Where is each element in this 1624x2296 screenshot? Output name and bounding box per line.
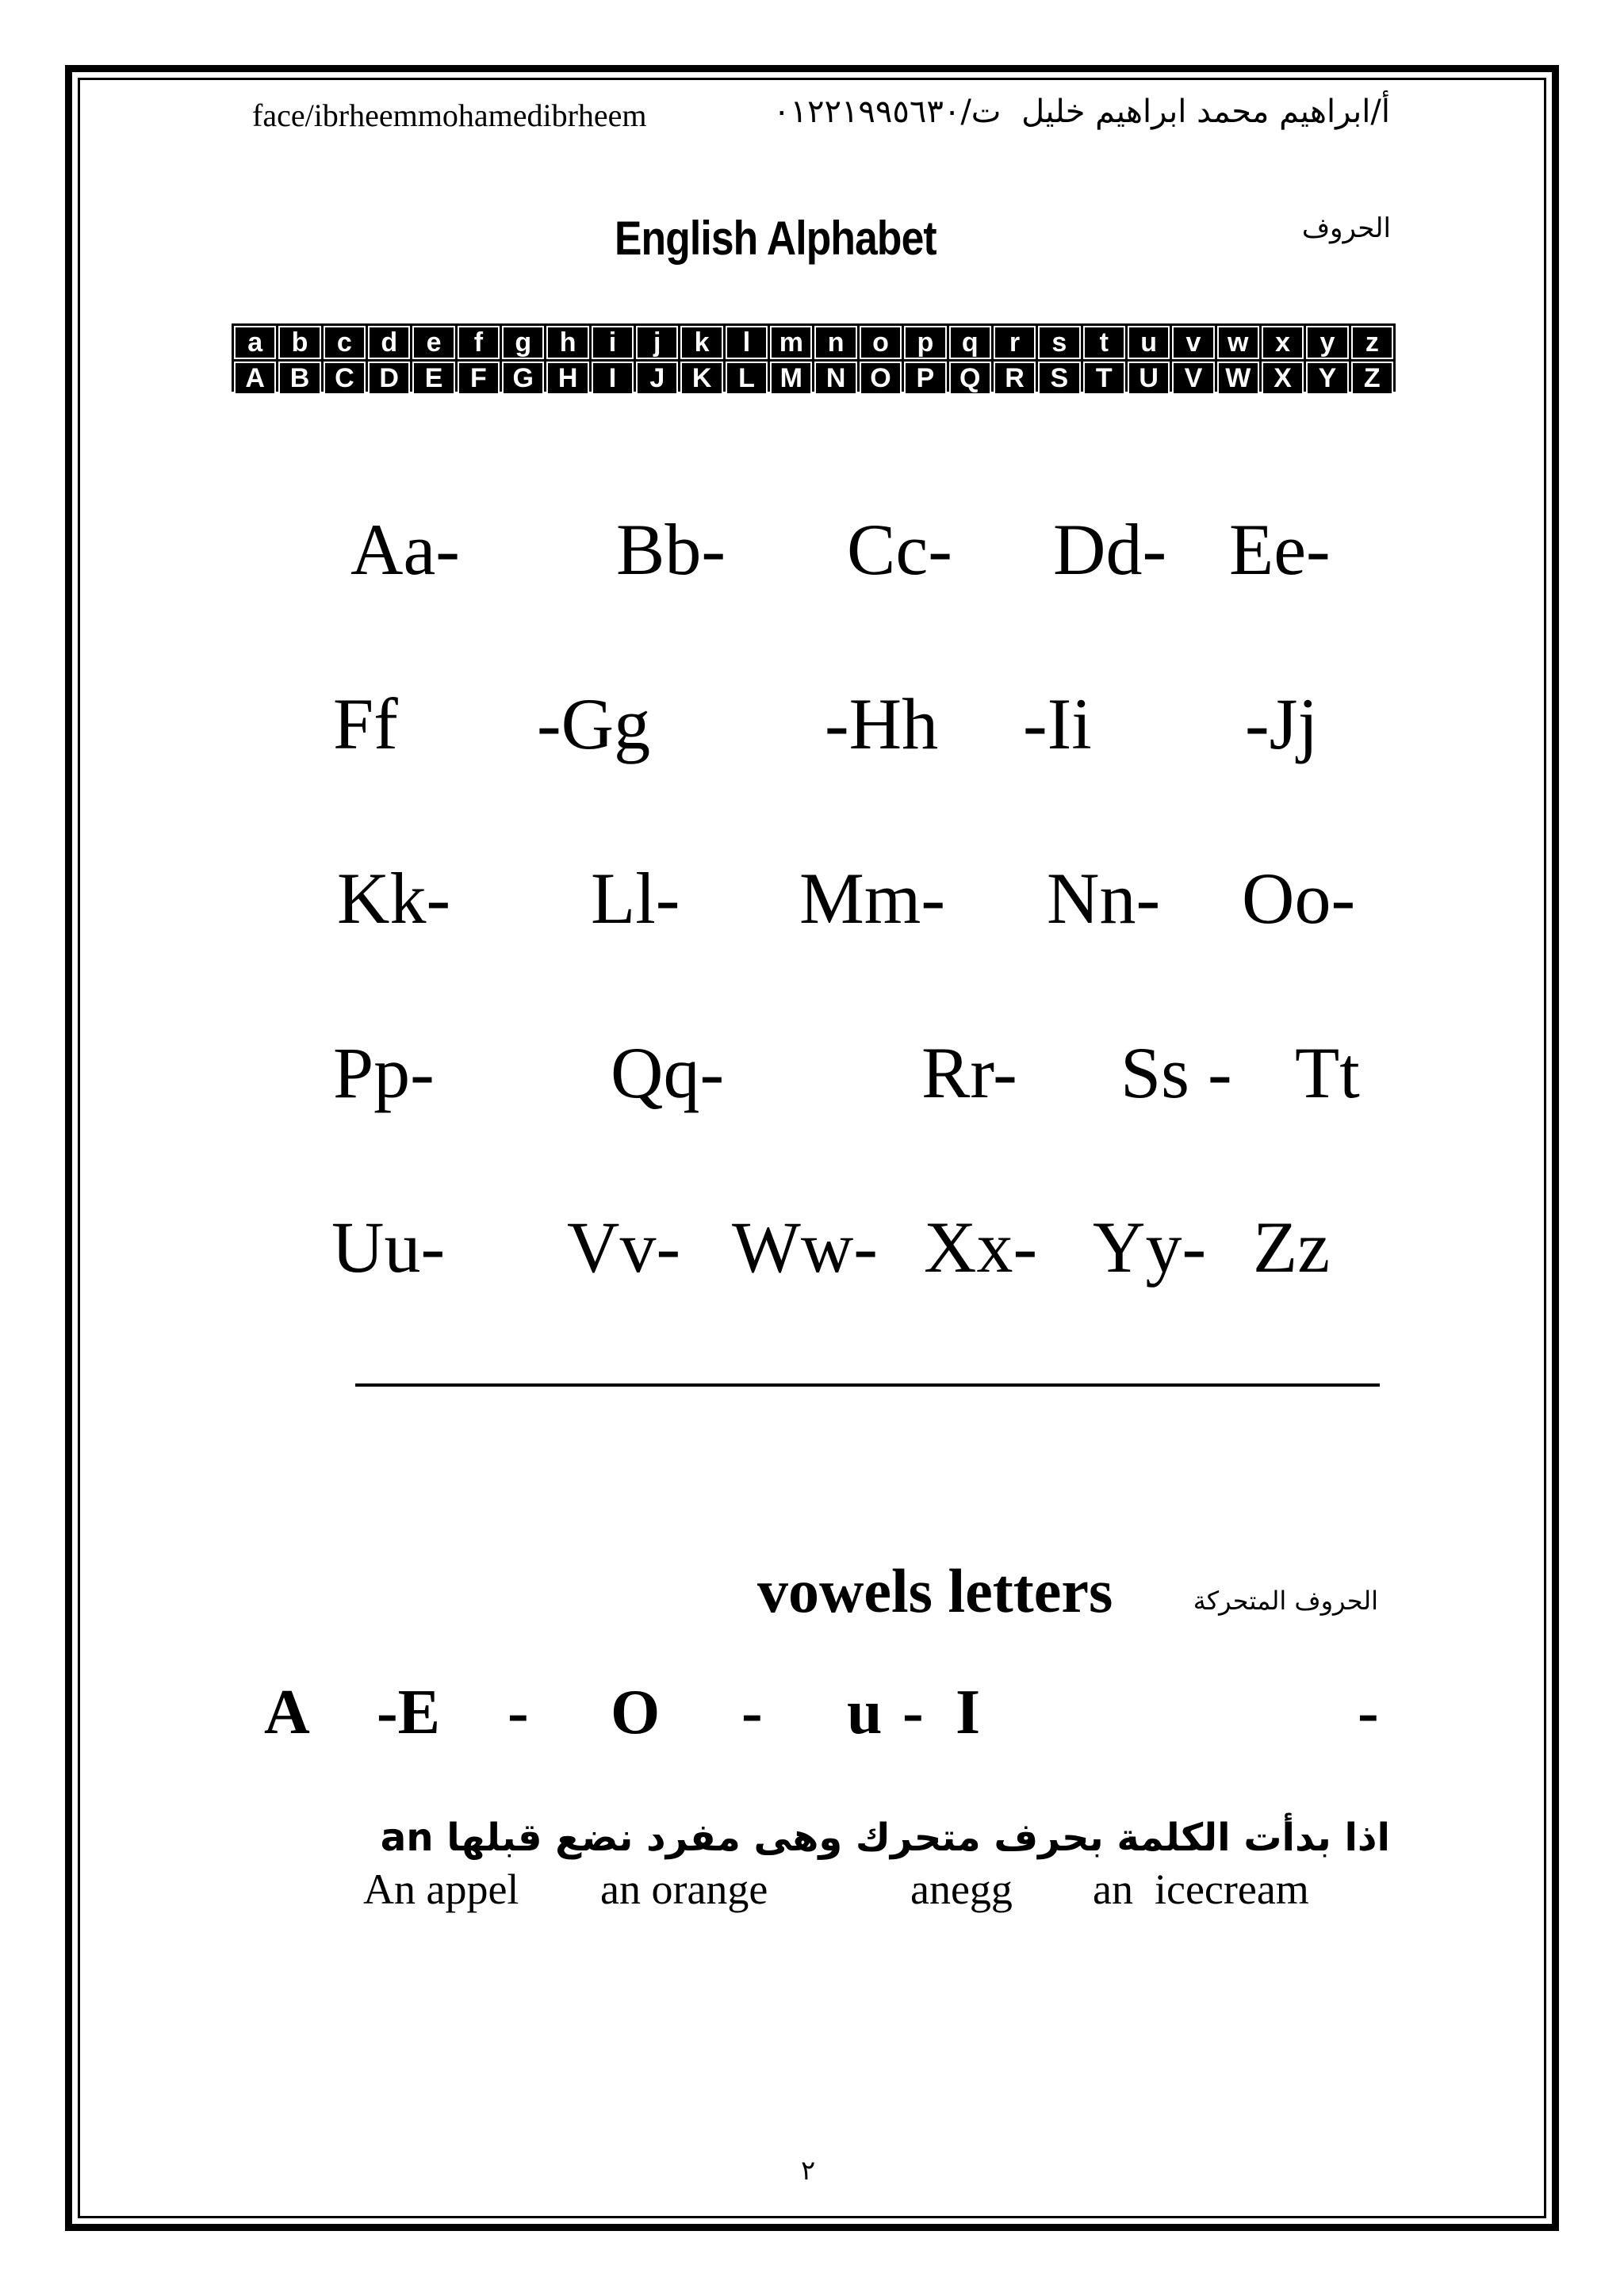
divider-line [355, 1383, 1380, 1387]
page-title: English Alphabet [615, 212, 936, 265]
strip-uppercase-letter: T [1083, 362, 1125, 395]
vowel-separator: - [1358, 1678, 1379, 1747]
strip-uppercase-letter: D [368, 362, 410, 395]
page-number: ٢ [801, 2155, 816, 2187]
example-item: an icecream [1093, 1866, 1309, 1913]
vowels-arabic-title: الحروف المتحركة [1193, 1586, 1378, 1616]
letter-item: Xx- [924, 1207, 1038, 1288]
strip-lowercase-letter: m [770, 326, 812, 359]
strip-lowercase-letter: t [1083, 326, 1125, 359]
strip-uppercase-letter: F [458, 362, 500, 395]
strip-lowercase-letter: a [234, 326, 276, 359]
strip-lowercase-letter: l [726, 326, 768, 359]
page-border-inner [78, 78, 1546, 2218]
letter-item: Cc- [847, 509, 952, 590]
example-item: an orange [600, 1866, 768, 1913]
vowel-item: A [264, 1678, 310, 1747]
letter-item: Bb- [616, 509, 726, 590]
strip-uppercase-letter: Q [949, 362, 991, 395]
vowel-item: O [611, 1678, 661, 1747]
strip-uppercase-letter: H [546, 362, 588, 395]
strip-uppercase-letter: J [636, 362, 678, 395]
strip-uppercase-letter: M [770, 362, 812, 395]
letter-item: Nn- [1047, 858, 1161, 939]
strip-uppercase-letter: W [1217, 362, 1259, 395]
strip-uppercase-letter: O [860, 362, 902, 395]
strip-lowercase-letter: c [324, 326, 366, 359]
strip-uppercase-letter: N [814, 362, 856, 395]
vowel-separator: - [741, 1678, 763, 1747]
strip-uppercase-letter: P [904, 362, 946, 395]
letter-item: -Gg [537, 683, 651, 764]
letter-item: Qq- [611, 1032, 725, 1113]
letter-item: -Jj [1245, 683, 1318, 764]
letter-item: Vv- [567, 1207, 681, 1288]
strip-lowercase-letter: s [1038, 326, 1080, 359]
strip-uppercase-letter: U [1128, 362, 1170, 395]
strip-uppercase-letter: B [278, 362, 320, 395]
example-item: An appel [363, 1866, 519, 1913]
letter-item: Ee- [1229, 509, 1331, 590]
vowel-item: -E [377, 1678, 440, 1747]
strip-lowercase-letter: i [592, 326, 634, 359]
arabic-title: الحروف [1301, 212, 1391, 244]
strip-lowercase-letter: h [546, 326, 588, 359]
example-item: anegg [910, 1866, 1013, 1913]
letter-item: Ll- [591, 858, 680, 939]
strip-lowercase-letter: w [1217, 326, 1259, 359]
strip-lowercase-letter: n [814, 326, 856, 359]
strip-lowercase-letter: j [636, 326, 678, 359]
strip-uppercase-letter: C [324, 362, 366, 395]
letter-item: Aa- [350, 509, 460, 590]
vowels-title: vowels letters [757, 1556, 1113, 1625]
an-rule-text: اذا بدأت الكلمة بحرف متحرك وهى مفرد نضع قبلها an [380, 1816, 1390, 1860]
strip-lowercase-letter: o [860, 326, 902, 359]
letter-item: Mm- [799, 858, 945, 939]
strip-lowercase-letter: q [949, 326, 991, 359]
letter-item: Pp- [333, 1032, 435, 1113]
strip-uppercase-letter: A [234, 362, 276, 395]
letter-item: -Hh [825, 683, 939, 764]
strip-lowercase-letter: z [1351, 326, 1393, 359]
strip-lowercase-letter: k [680, 326, 722, 359]
letter-item: Kk- [337, 858, 451, 939]
letter-item: Yy- [1093, 1207, 1207, 1288]
strip-lowercase-letter: f [458, 326, 500, 359]
strip-lowercase-letter: p [904, 326, 946, 359]
strip-uppercase-letter: L [726, 362, 768, 395]
header-phone: ت/٠١٢٢١٩٩٥٦٣٠ [773, 94, 1002, 130]
strip-uppercase-letter: E [412, 362, 454, 395]
letter-item: Uu- [331, 1207, 446, 1288]
strip-lowercase-letter: v [1172, 326, 1214, 359]
strip-uppercase-letter: S [1038, 362, 1080, 395]
alphabet-strip [232, 323, 1396, 392]
strip-lowercase-letter: d [368, 326, 410, 359]
header-teacher: أ/ابراهيم محمد ابراهيم خليل [1021, 94, 1390, 130]
letter-item: Ss - [1120, 1032, 1232, 1113]
letter-item: -Ii [1023, 683, 1092, 764]
strip-uppercase-letter: Y [1306, 362, 1348, 395]
strip-uppercase-letter: R [994, 362, 1036, 395]
header-facebook: face/ibrheemmohamedibrheem [252, 98, 647, 133]
strip-lowercase-letter: g [502, 326, 544, 359]
strip-uppercase-letter: I [592, 362, 634, 395]
vowel-item: u [847, 1678, 883, 1747]
strip-lowercase-letter: y [1306, 326, 1348, 359]
strip-uppercase-letter: K [680, 362, 722, 395]
strip-lowercase-letter: e [412, 326, 454, 359]
letter-item: Ww- [732, 1207, 878, 1288]
strip-uppercase-letter: X [1262, 362, 1304, 395]
letter-item: Oo- [1242, 858, 1356, 939]
strip-uppercase-letter: V [1172, 362, 1214, 395]
letter-item: Rr- [921, 1032, 1017, 1113]
strip-lowercase-letter: r [994, 326, 1036, 359]
strip-lowercase-letter: u [1128, 326, 1170, 359]
letter-item: Zz [1253, 1207, 1331, 1288]
strip-lowercase-letter: x [1262, 326, 1304, 359]
letter-item: Ff [333, 683, 398, 764]
letter-item: Dd- [1053, 509, 1167, 590]
vowel-separator: - [902, 1678, 924, 1747]
strip-uppercase-letter: G [502, 362, 544, 395]
strip-uppercase-letter: Z [1351, 362, 1393, 395]
vowel-separator: - [508, 1678, 529, 1747]
vowel-item: I [956, 1678, 981, 1747]
strip-lowercase-letter: b [278, 326, 320, 359]
letter-item: Tt [1295, 1032, 1360, 1113]
